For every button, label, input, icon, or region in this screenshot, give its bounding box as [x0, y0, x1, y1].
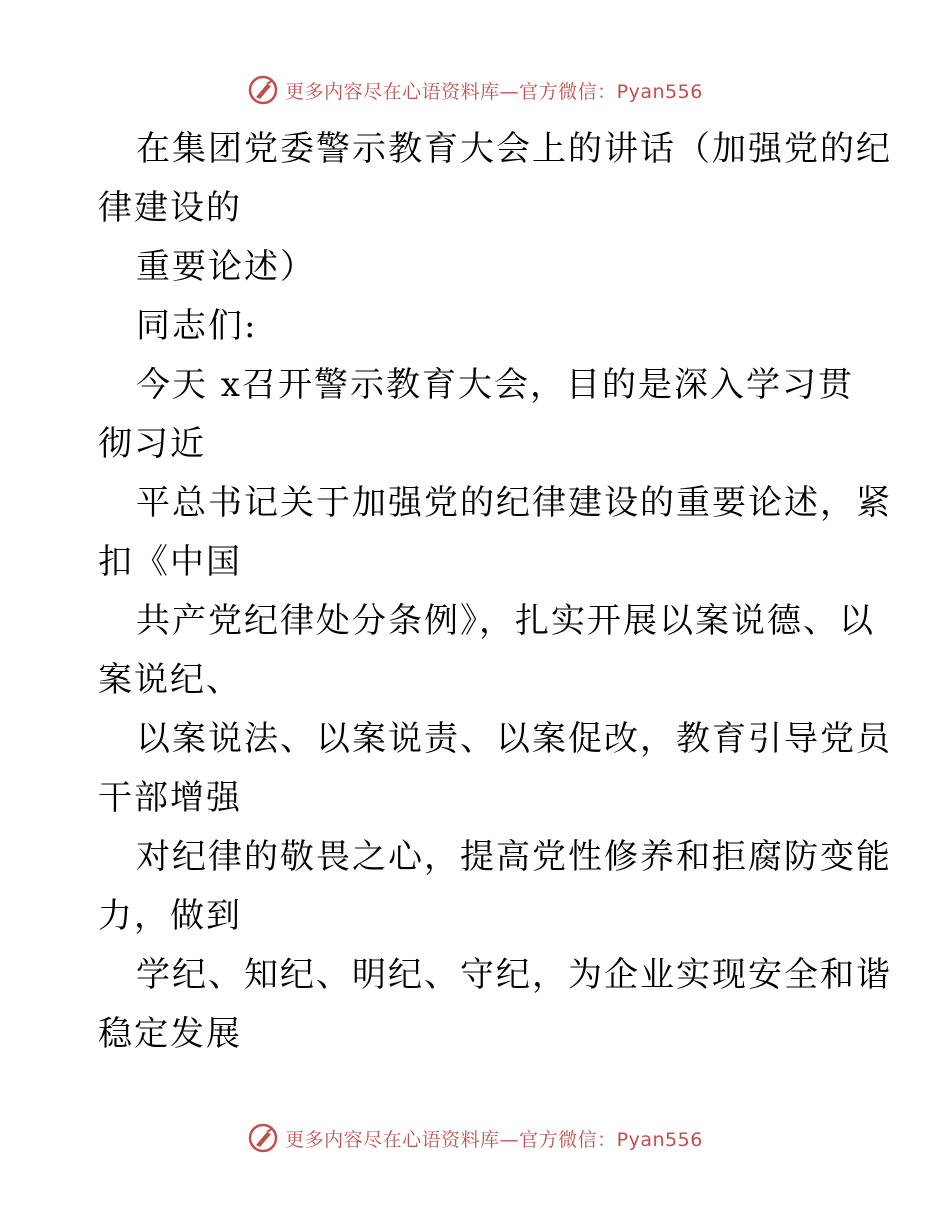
pen-logo-icon — [247, 74, 279, 106]
paragraph-line: 扣《中国 — [98, 542, 242, 582]
paragraph-line: 在集团党委警示教育大会上的讲话（加强党的纪 — [136, 129, 892, 169]
paragraph-line: 共产党纪律处分条例》，扎实开展以案说德、以 — [136, 601, 875, 641]
paragraph — [98, 120, 892, 238]
paragraph — [98, 238, 858, 297]
paragraph-line: 彻习近 — [98, 424, 206, 464]
footer-watermark — [0, 1118, 950, 1158]
paragraph — [98, 297, 858, 356]
watermark-text: 更多内容尽在心语资料库—官方微信：Pyan556 — [285, 80, 703, 103]
document-body — [98, 120, 892, 1064]
paragraph — [98, 474, 892, 592]
paragraph-line: 今天 x召开警示教育大会，目的是深入学习贯 — [136, 365, 854, 405]
paragraph-line: 同志们: — [136, 306, 258, 346]
paragraph-line: 案说纪、 — [98, 660, 242, 700]
paragraph-line: 力，做到 — [98, 896, 242, 936]
paragraph-line: 律建设的 — [98, 188, 242, 228]
paragraph-line: 平总书记关于加强党的纪律建设的重要论述，紧 — [136, 483, 892, 523]
watermark-text: 更多内容尽在心语资料库—官方微信：Pyan556 — [285, 1128, 703, 1151]
paragraph — [98, 710, 892, 828]
paragraph — [98, 828, 892, 946]
paragraph — [98, 592, 875, 710]
paragraph-line: 学纪、知纪、明纪、守纪，为企业实现安全和谐 — [136, 955, 892, 995]
paragraph-line: 以案说法、以案说责、以案促改，教育引导党员 — [136, 719, 892, 759]
paragraph-line: 重要论述） — [136, 247, 316, 287]
paragraph — [98, 946, 892, 1064]
header-watermark — [0, 70, 950, 110]
pen-logo-icon — [247, 1122, 279, 1154]
paragraph — [98, 356, 858, 474]
paragraph-line: 干部增强 — [98, 778, 242, 818]
paragraph-line: 稳定发展 — [98, 1014, 242, 1054]
paragraph-line: 对纪律的敬畏之心，提高党性修养和拒腐防变能 — [136, 837, 892, 877]
